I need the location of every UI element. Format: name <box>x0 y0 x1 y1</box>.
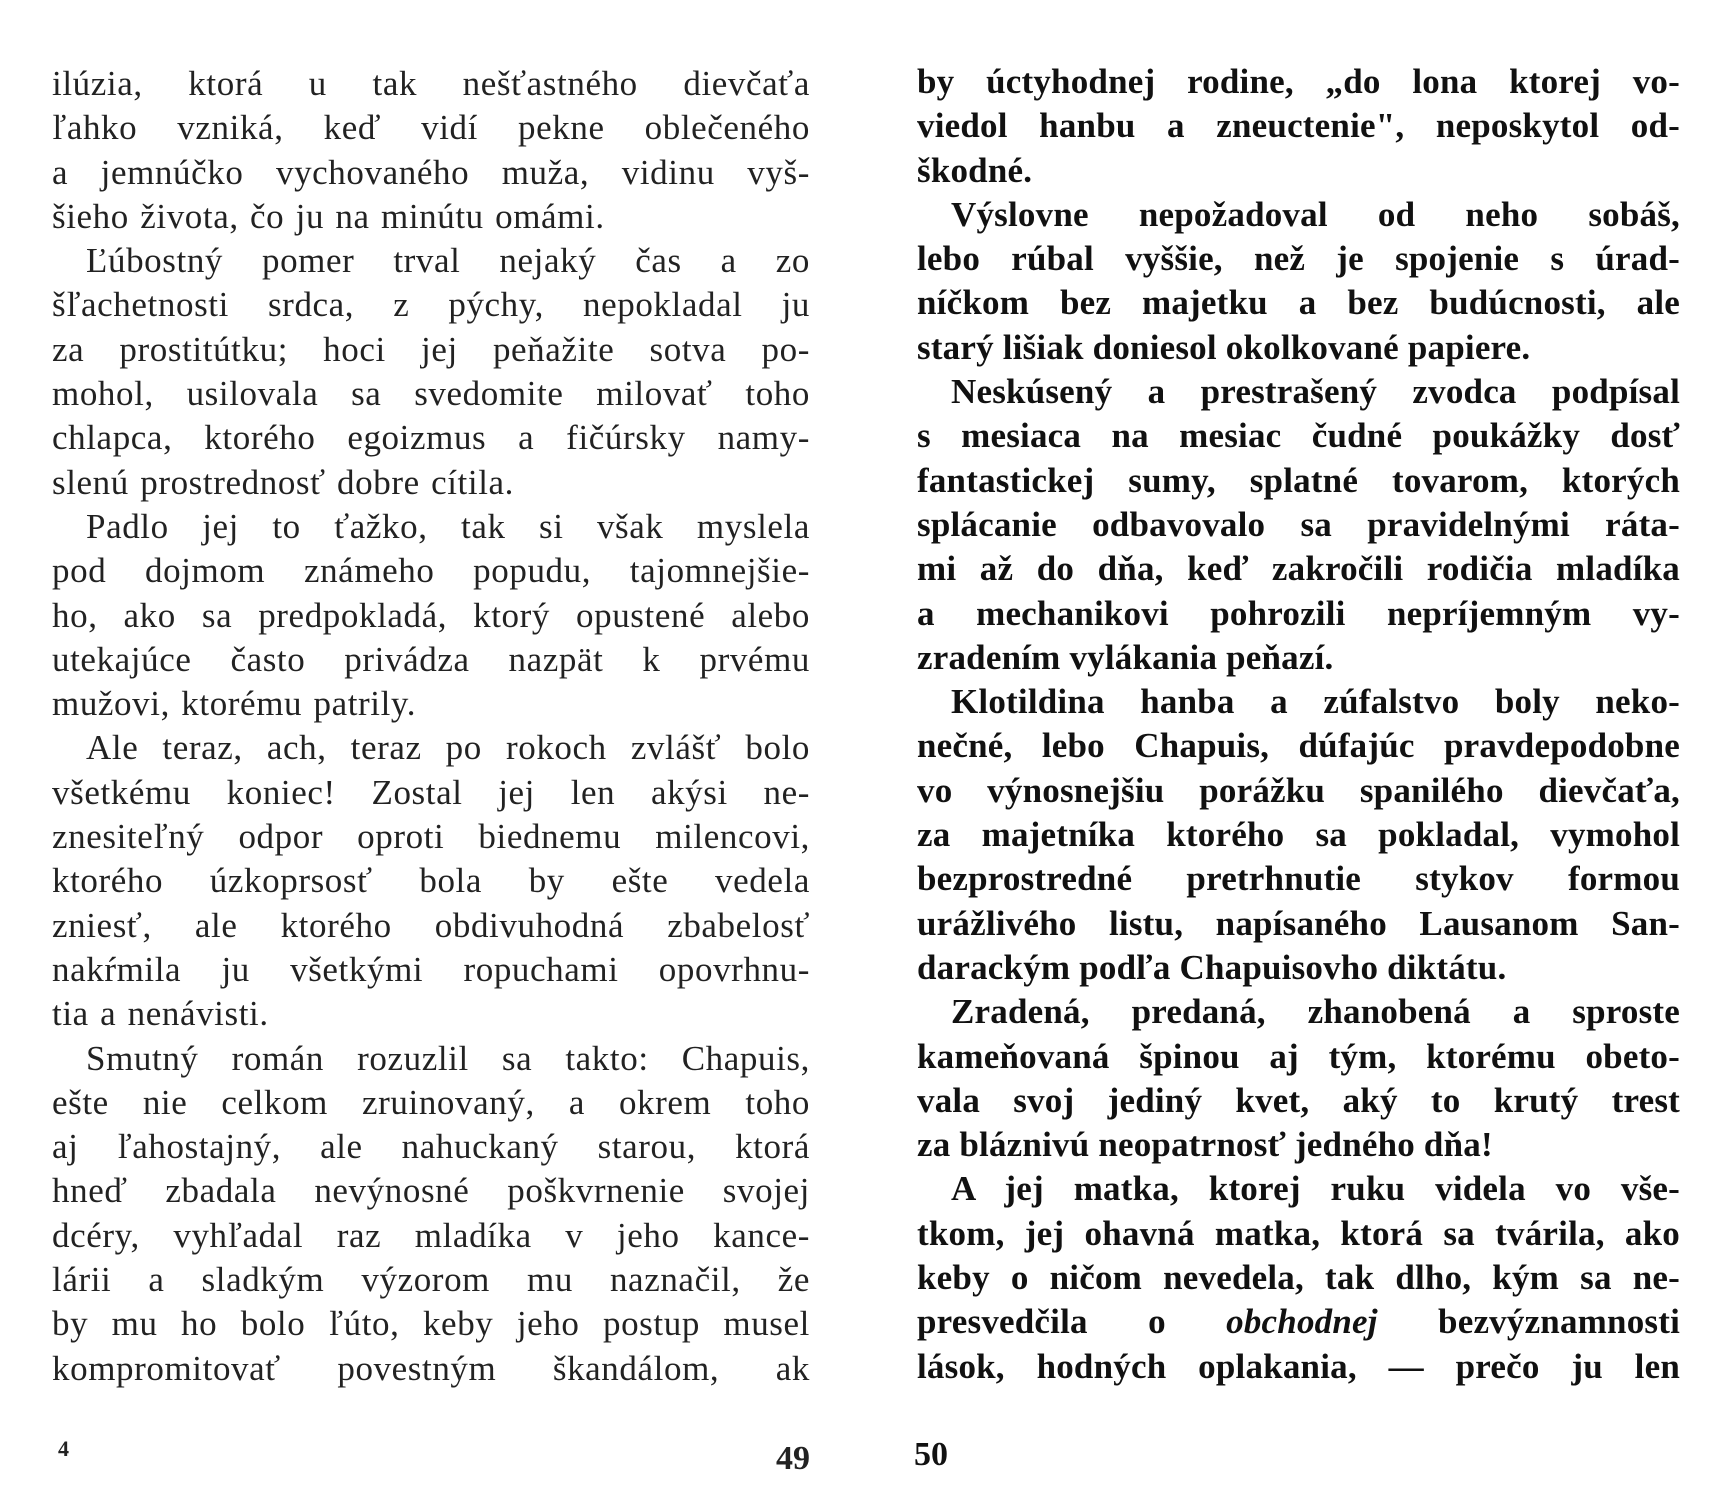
text-line: za prostitútku; hoci jej peňažite sotva po- <box>52 329 810 369</box>
page-number-left: 49 <box>776 1440 810 1477</box>
signature-mark: 4 <box>58 1436 69 1461</box>
text-line: nečné, lebo Chapuis, dúfajúc pravdepodobne <box>917 726 1680 766</box>
text-line: splácanie odbavovalo sa pravidelnými ráta- <box>917 504 1680 544</box>
text-line: lárii a sladkým výzorom mu naznačil, že <box>52 1260 810 1300</box>
text-line: s mesiaca na mesiac čudné poukážky dosť <box>917 416 1680 456</box>
page-number-right: 50 <box>914 1436 948 1473</box>
right-page <box>857 0 1714 1500</box>
text-line: Výslovne nepožadoval od neho sobáš, <box>951 194 1680 234</box>
text-line: hneď zbadala nevýnosné poškvrnenie svojej <box>52 1171 810 1211</box>
text-line: starý lišiak doniesol okolkované papiere. <box>917 327 1531 367</box>
text-line: by mu ho bolo ľúto, keby jeho postup musel <box>52 1304 810 1344</box>
text-line: Ale teraz, ach, teraz po rokoch zvlášť bolo <box>86 728 810 768</box>
text-line: utekajúce často privádza nazpät k prvému <box>52 639 810 679</box>
text-line: nakŕmila ju všetkými ropuchami opovrhnu- <box>52 949 810 989</box>
text-line: ktorého úzkoprsosť bola by ešte vedela <box>52 861 810 901</box>
text-line: Ľúbostný pomer trval nejaký čas a zo <box>86 241 810 281</box>
text-line: Padlo jej to ťažko, tak si však myslela <box>86 506 810 546</box>
text-line: kompromitovať povestným škandálom, ak <box>52 1348 810 1388</box>
text-line: kameňovaná špinou aj tým, ktorému obeto- <box>917 1036 1680 1076</box>
text-line: ilúzia, ktorá u tak nešťastného dievčaťa <box>52 64 810 103</box>
text-line: by úctyhodnej rodine, „do lona ktorej vo- <box>917 62 1680 101</box>
text-line: zniesť, ale ktorého obdivuhodná zbabelosť <box>52 905 810 945</box>
text-line: níčkom bez majetku a bez budúcnosti, ale <box>917 283 1680 323</box>
text-line: zradením vylákania peňazí. <box>917 637 1334 677</box>
text-line: ešte nie celkom zruinovaný, a okrem toho <box>52 1082 810 1122</box>
left-page-text <box>52 62 810 1391</box>
text-line: ľahko vzniká, keď vidí pekne oblečeného <box>52 108 810 148</box>
text-line: a jemnúčko vychovaného muža, vidinu vyš- <box>52 152 810 192</box>
right-page-text <box>917 60 1680 1389</box>
text-line: a mechanikovi pohrozili nepríjemným vy- <box>917 593 1680 633</box>
text-line: A jej matka, ktorej ruku videla vo vše- <box>951 1169 1680 1209</box>
text-line: keby o ničom nevedela, tak dlho, kým sa ne- <box>917 1258 1680 1298</box>
text-line: lások, hodných oplakania, — prečo ju len <box>917 1346 1680 1386</box>
text-line: mi až do dňa, keď zakročili rodičia mladíka <box>917 549 1680 589</box>
text-line: lebo rúbal vyššie, než je spojenie s úrad- <box>917 239 1680 279</box>
text-line: viedol hanbu a zneuctenie", neposkytol od- <box>917 106 1680 146</box>
text-line: presvedčila o obchodnej bezvýznamnosti <box>917 1302 1680 1342</box>
text-line: tkom, jej ohavná matka, ktorá sa tvárila, ako <box>917 1213 1680 1253</box>
text-line: vo výnosnejšiu porážku spanilého dievčaťa, <box>917 770 1680 810</box>
text-line: Klotildina hanba a zúfalstvo boly neko- <box>951 682 1680 722</box>
text-line: ho, ako sa predpokladá, ktorý opustené alebo <box>52 595 810 635</box>
text-line: dcéry, vyhľadal raz mladíka v jeho kance- <box>52 1215 810 1255</box>
text-line: Zradená, predaná, zhanobená a sproste <box>951 992 1680 1032</box>
text-line: za majetníka ktorého sa pokladal, vymohol <box>917 815 1680 855</box>
text-line: vala svoj jediný kvet, aký to krutý trest <box>917 1080 1680 1120</box>
emphasized-word: obchodnej <box>1226 1302 1378 1342</box>
text-line: šieho života, čo ju na minútu omámi. <box>52 196 605 236</box>
text-line: znesiteľný odpor oproti biednemu milencovi, <box>52 817 810 857</box>
text-line: škodné. <box>917 150 1033 190</box>
text-line: fantastickej sumy, splatné tovarom, ktorých <box>917 460 1680 500</box>
text-line: mohol, usilovala sa svedomite milovať toho <box>52 374 810 414</box>
text-line: urážlivého listu, napísaného Lausanom San- <box>917 903 1680 943</box>
text-line: bezprostredné pretrhnutie stykov formou <box>917 859 1680 899</box>
text-line: Smutný román rozuzlil sa takto: Chapuis, <box>86 1038 810 1078</box>
text-line: všetkému koniec! Zostal jej len akýsi ne- <box>52 772 810 812</box>
text-line: pod dojmom známeho popudu, tajomnejšie- <box>52 551 810 591</box>
text-line: tia a nenávisti. <box>52 994 269 1034</box>
text-line: darackým podľa Chapuisovho diktátu. <box>917 947 1507 987</box>
text-line: chlapca, ktorého egoizmus a fičúrsky namy- <box>52 418 810 458</box>
text-line: aj ľahostajný, ale nahuckaný starou, ktorá <box>52 1127 810 1167</box>
text-line: šľachetnosti srdca, z pýchy, nepokladal ju <box>52 285 810 325</box>
text-line: za bláznivú neopatrnosť jedného dňa! <box>917 1125 1493 1165</box>
text-line: Neskúsený a prestrašený zvodca podpísal <box>951 372 1680 412</box>
text-line: slenú prostrednosť dobre cítila. <box>52 462 514 502</box>
text-line: mužovi, ktorému patrily. <box>52 684 417 724</box>
